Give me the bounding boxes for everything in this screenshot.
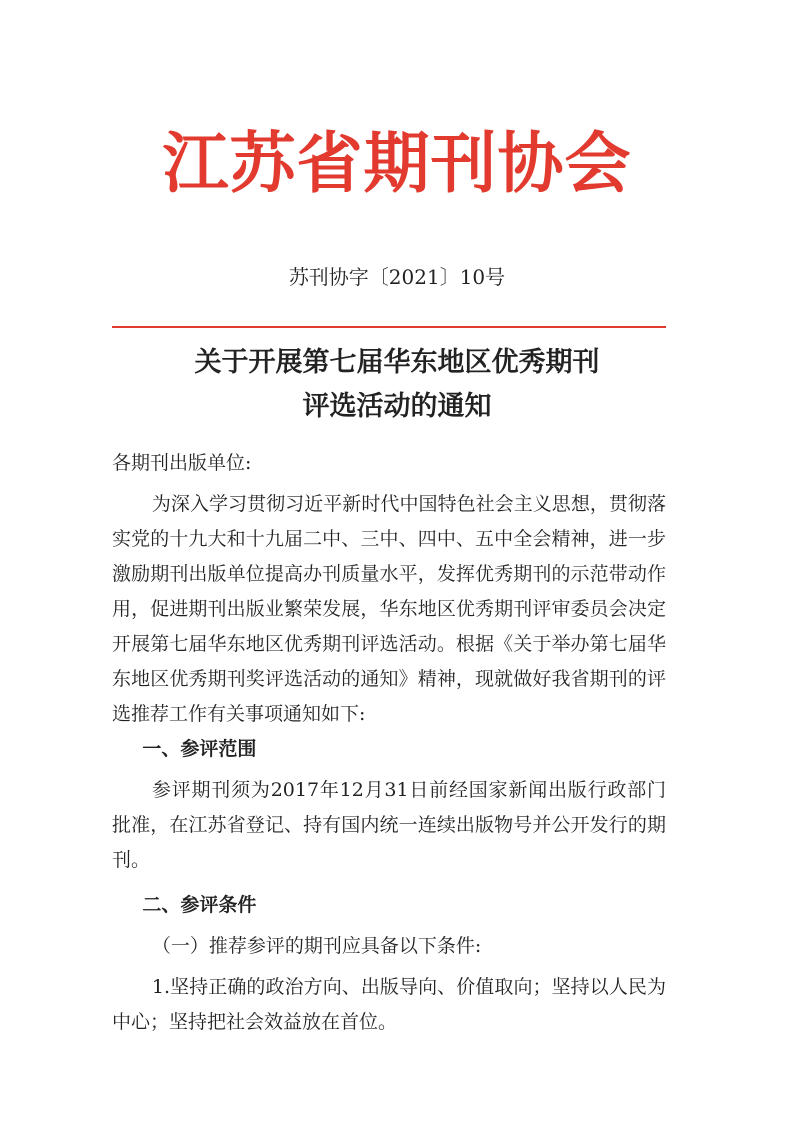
section-2-heading: 二、参评条件 <box>142 894 257 916</box>
document-number: 苏刊协字〔2021〕10号 <box>288 265 506 289</box>
section-1-heading: 一、参评范围 <box>142 738 257 760</box>
section-2-item-1: 1.坚持正确的政治方向、出版导向、价值取向；坚持以人民为中心；坚持把社会效益放在首位。 <box>112 976 666 1033</box>
title-line-2: 评选活动的通知 <box>302 391 492 422</box>
salutation: 各期刊出版单位: <box>112 452 252 474</box>
red-divider-line <box>112 326 666 328</box>
section-2-subheading: （一）推荐参评的期刊应具备以下条件: <box>151 935 482 957</box>
section-1-paragraph: 参评期刊须为2017年12月31日前经国家新闻出版行政部门批准，在江苏省登记、持有国内统一连续出版物号并公开发行的期刊。 <box>112 779 666 871</box>
intro-paragraph: 为深入学习贯彻习近平新时代中国特色社会主义思想，贯彻落实党的十九大和十九届二中、三中、四中、五中全会精神，进一步激励期刊出版单位提高办刊质量水平，发挥优秀期刊的示范带动作用，促进期刊出版业繁荣发展，华东地区优秀期刊评审委员会决定开展第七届华东地区优秀期刊评选活动。根据《关于举办第七届华东地区优秀期刊奖评选活动的通知》精神，现就做好我省期刊的评选推荐工作有关事项通知如下: <box>112 493 666 725</box>
title-line-1: 关于开展第七届华东地区优秀期刊 <box>194 347 600 378</box>
document-title <box>0 341 794 429</box>
document-body <box>112 446 666 1040</box>
issuing-organization-header: 江苏省期刊协会 <box>162 125 632 202</box>
